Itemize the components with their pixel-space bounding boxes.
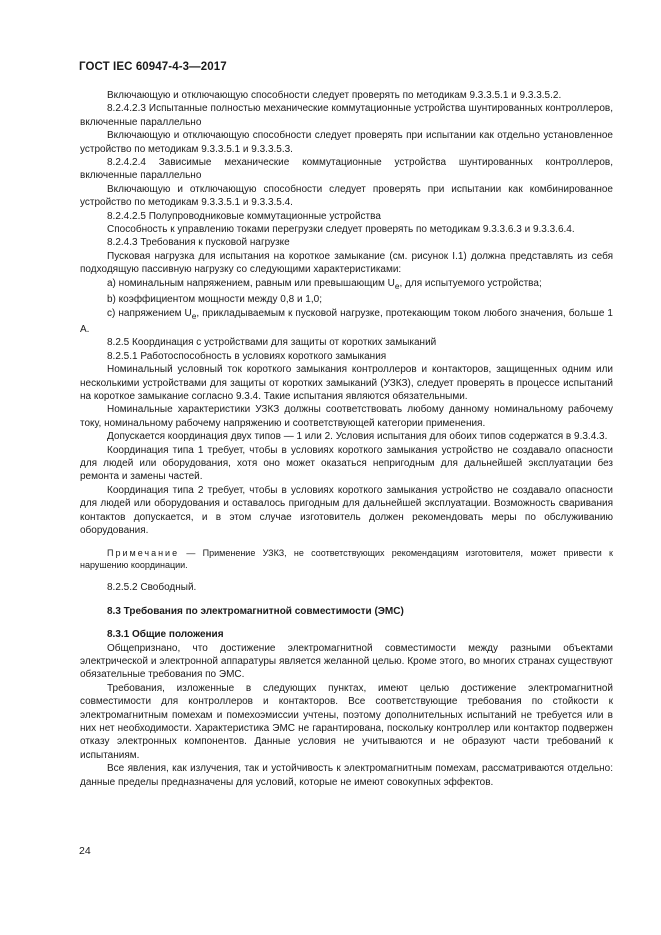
- paragraph: Все явления, как излучения, так и устойчивость к электромагнитным помехам, рассматриваются отдельно: данные пределы предназначены для условий, которые не имеют совокупных эффектов.: [80, 763, 613, 788]
- list-item: [80, 277, 613, 293]
- paragraph: Допускается координация двух типов — 1 или 2. Условия испытания для обоих типов содержатся в 9.3.4.3.: [107, 431, 608, 443]
- clause-heading: 8.2.5 Координация с устройствами для защиты от коротких замыканий: [107, 337, 437, 349]
- section-heading: 8.3 Требования по электромагнитной совместимости (ЭМС): [107, 605, 404, 617]
- note: [80, 547, 613, 571]
- paragraph: Номинальный условный ток короткого замыкания контроллеров и контакторов, защищенных одним или несколькими устройствами для защиты от коротких замыканий (УЗКЗ), следует проверять в процессе испытаний на короткое замыкание согласно 9.3.4. Такие испытания являются обязательными.: [80, 364, 613, 402]
- list-item-text: c) напряжением U: [107, 307, 192, 319]
- paragraph: Координация типа 1 требует, чтобы в условиях короткого замыкания устройство не создавало опасности для людей или оборудования, хотя оно может оказаться непригодным для дальнейшей эксплуатации без ремонта и замены частей.: [80, 444, 613, 483]
- subscript: e: [394, 280, 400, 291]
- paragraph: Включающую и отключающую способности следует проверять при испытании как отдельно установленное устройство по методикам 9.3.3.5.1 и 9.3.3.5.3.: [80, 130, 613, 155]
- list-item-text: , для испытуемого устройства;: [399, 277, 542, 289]
- list-item-text: a) номинальным напряжением, равным или превышающим U: [107, 277, 395, 289]
- clause-heading: 8.2.5.1 Работоспособность в условиях короткого замыкания: [107, 350, 387, 362]
- document-body: [80, 89, 613, 789]
- note-text: — Применение УЗКЗ, не соответствующих рекомендациям изготовителя, может привести к нарушению координации.: [80, 548, 613, 571]
- list-item-text: , прикладываемым к пусковой нагрузке, протекающим током любого значения, больше 1 А.: [80, 307, 613, 335]
- document-header: ГОСТ IEC 60947-4-3—2017: [79, 61, 227, 73]
- paragraph: Пусковая нагрузка для испытания на короткое замыкание (см. рисунок I.1) должна представлять из себя подходящую пассивную нагрузку со следующими характеристиками:: [80, 250, 613, 276]
- clause-heading: 8.2.4.2.5 Полупроводниковые коммутационные устройства: [107, 210, 381, 222]
- subscript: e: [191, 310, 197, 321]
- paragraph: Номинальные характеристики УЗКЗ должны соответствовать любому данному номинальному рабочему току, номинальному рабочему напряжению и соответствующей категории применения.: [80, 404, 613, 429]
- paragraph: Включающую и отключающую способности следует проверять по методикам 9.3.3.5.1 и 9.3.3.5.2.: [107, 90, 562, 101]
- paragraph: Требования, изложенные в следующих пунктах, имеют целью достижение электромагнитной совместимости для контроллеров и контакторов. Все соответствующие требования по стойкости к электромагнитным помехам и помехоэмиссии учтены, поэтому дополнительных испытаний не требуется или в них нет необходимости. Характеристика ЭМС не гарантирована, поскольку контроллер или контактор подвержен отказу электронных компонентов. Данные условия не учитываются и не образуют части требований к испытаниям.: [80, 682, 613, 761]
- list-item: [80, 307, 613, 337]
- page-number: 24: [79, 845, 91, 857]
- clause-heading: 8.2.4.3 Требования к пусковой нагрузке: [107, 237, 290, 249]
- subsection-heading: 8.3.1 Общие положения: [107, 629, 224, 641]
- clause-heading: 8.2.4.2.4 Зависимые механические коммутационные устройства шунтированных контроллеров, включенные параллельно: [80, 157, 613, 182]
- paragraph: Способность к управлению токами перегрузки следует проверять по методикам 9.3.3.6.3 и 9.3.3.6.4.: [107, 224, 575, 236]
- list-item: b) коэффициентом мощности между 0,8 и 1,0;: [107, 294, 322, 306]
- clause-heading: 8.2.5.2 Свободный.: [107, 582, 197, 594]
- note-label: Примечание: [107, 548, 180, 559]
- paragraph: Координация типа 2 требует, чтобы в условиях короткого замыкания устройство не создавало опасности для людей или оборудования и оставалось пригодным для дальнейшей эксплуатации. Возможность сваривания контактов допускается, и в этом случае изготовитель должен рекомендовать меры по обслуживанию оборудования.: [80, 484, 613, 536]
- paragraph: Включающую и отключающую способности следует проверять при испытании как комбинированное устройство по методикам 9.3.3.5.1 и 9.3.3.5.4.: [80, 183, 613, 209]
- paragraph: Общепризнано, что достижение электромагнитной совместимости между разными объектами электрической и электронной аппаратуры является желанной целью. Кроме этого, во многих странах существуют обязательные требования по ЭМС.: [80, 642, 613, 681]
- clause-heading: 8.2.4.2.3 Испытанные полностью механические коммутационные устройства шунтированных контроллеров, включенные параллельно: [80, 103, 613, 128]
